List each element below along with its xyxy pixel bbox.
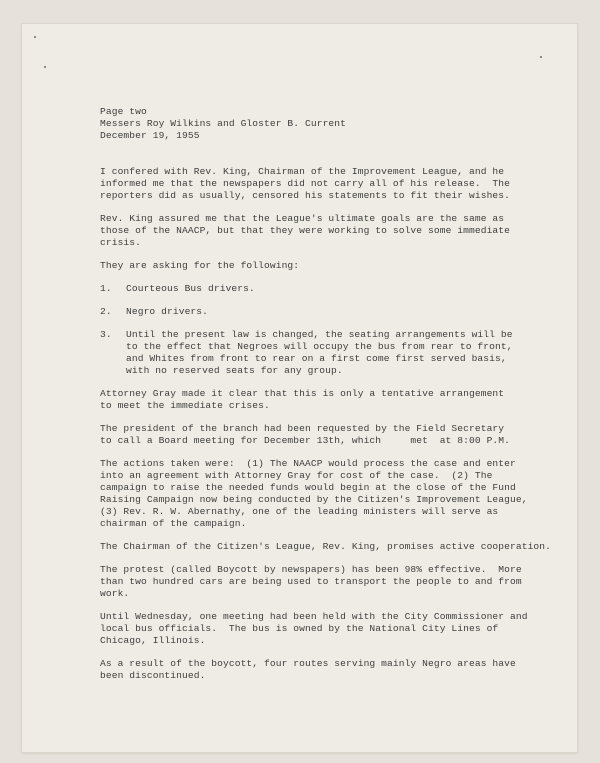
paragraph-league-goals: Rev. King assured me that the League's ultimate goals are the same as those of the NAACP, but that they were working to solve some immediate crisis. (100, 213, 511, 248)
paragraph-asking: They are asking for the following: (100, 260, 300, 271)
paragraph-board-meeting: The president of the branch had been requested by the Field Secretary to call a Board meeting for December 13th, which met at 8:00 P.M. (100, 423, 511, 446)
paragraph-commissioner: Until Wednesday, one meeting had been held with the City Commissioner and local bus officials. The bus is owned by the National City Lines of Chicago, Illinois. (100, 611, 528, 646)
letter-body (100, 106, 552, 682)
letter-page (22, 24, 577, 752)
recipients: Messers Roy Wilkins and Gloster B. Current (100, 118, 347, 129)
paragraph-king-meeting: I confered with Rev. King, Chairman of the Improvement League, and he informed me that the newspapers did not carry all of his release. The reporters did as usually, censored his statements to fit their wishes. (100, 166, 511, 201)
paragraph-protest: The protest (called Boycott by newspapers) has been 98% effective. More than two hundred cars are being used to transport the people to and from work. (100, 564, 522, 599)
paper-speck (540, 56, 542, 58)
page-number: Page two (100, 106, 147, 117)
list-item: 2. Negro drivers. (100, 306, 209, 317)
paragraph-cooperation: The Chairman of the Citizen's League, Rev. King, promises active cooperation. (100, 541, 552, 552)
list-item: 1. Courteous Bus drivers. (100, 283, 255, 294)
paragraph-attorney-gray: Attorney Gray made it clear that this is only a tentative arrangement to meet the immediate crises. (100, 388, 505, 411)
paragraph-routes: As a result of the boycott, four routes serving mainly Negro areas have been discontinued. (100, 658, 516, 681)
list-item: 3. Until the present law is changed, the seating arrangements will be to the effect that Negroes will occupy the bus from rear to front, and Whites from front to rear on a first come first served basis, with no reserved seats for any group. (100, 329, 513, 376)
paper-speck (34, 36, 36, 38)
letter-date: December 19, 1955 (100, 130, 200, 141)
paragraph-actions: The actions taken were: (1) The NAACP would process the case and enter into an agreement with Attorney Gray for cost of the case. (2) The campaign to raise the needed funds would begin at the close of the Fund Raising Campaign now being conducted by the Citizen's Improvement League, (3) Rev. R. W. Abernathy, one of the leading ministers will serve as chairman of the campaign. (100, 458, 528, 529)
paper-speck (44, 66, 46, 68)
